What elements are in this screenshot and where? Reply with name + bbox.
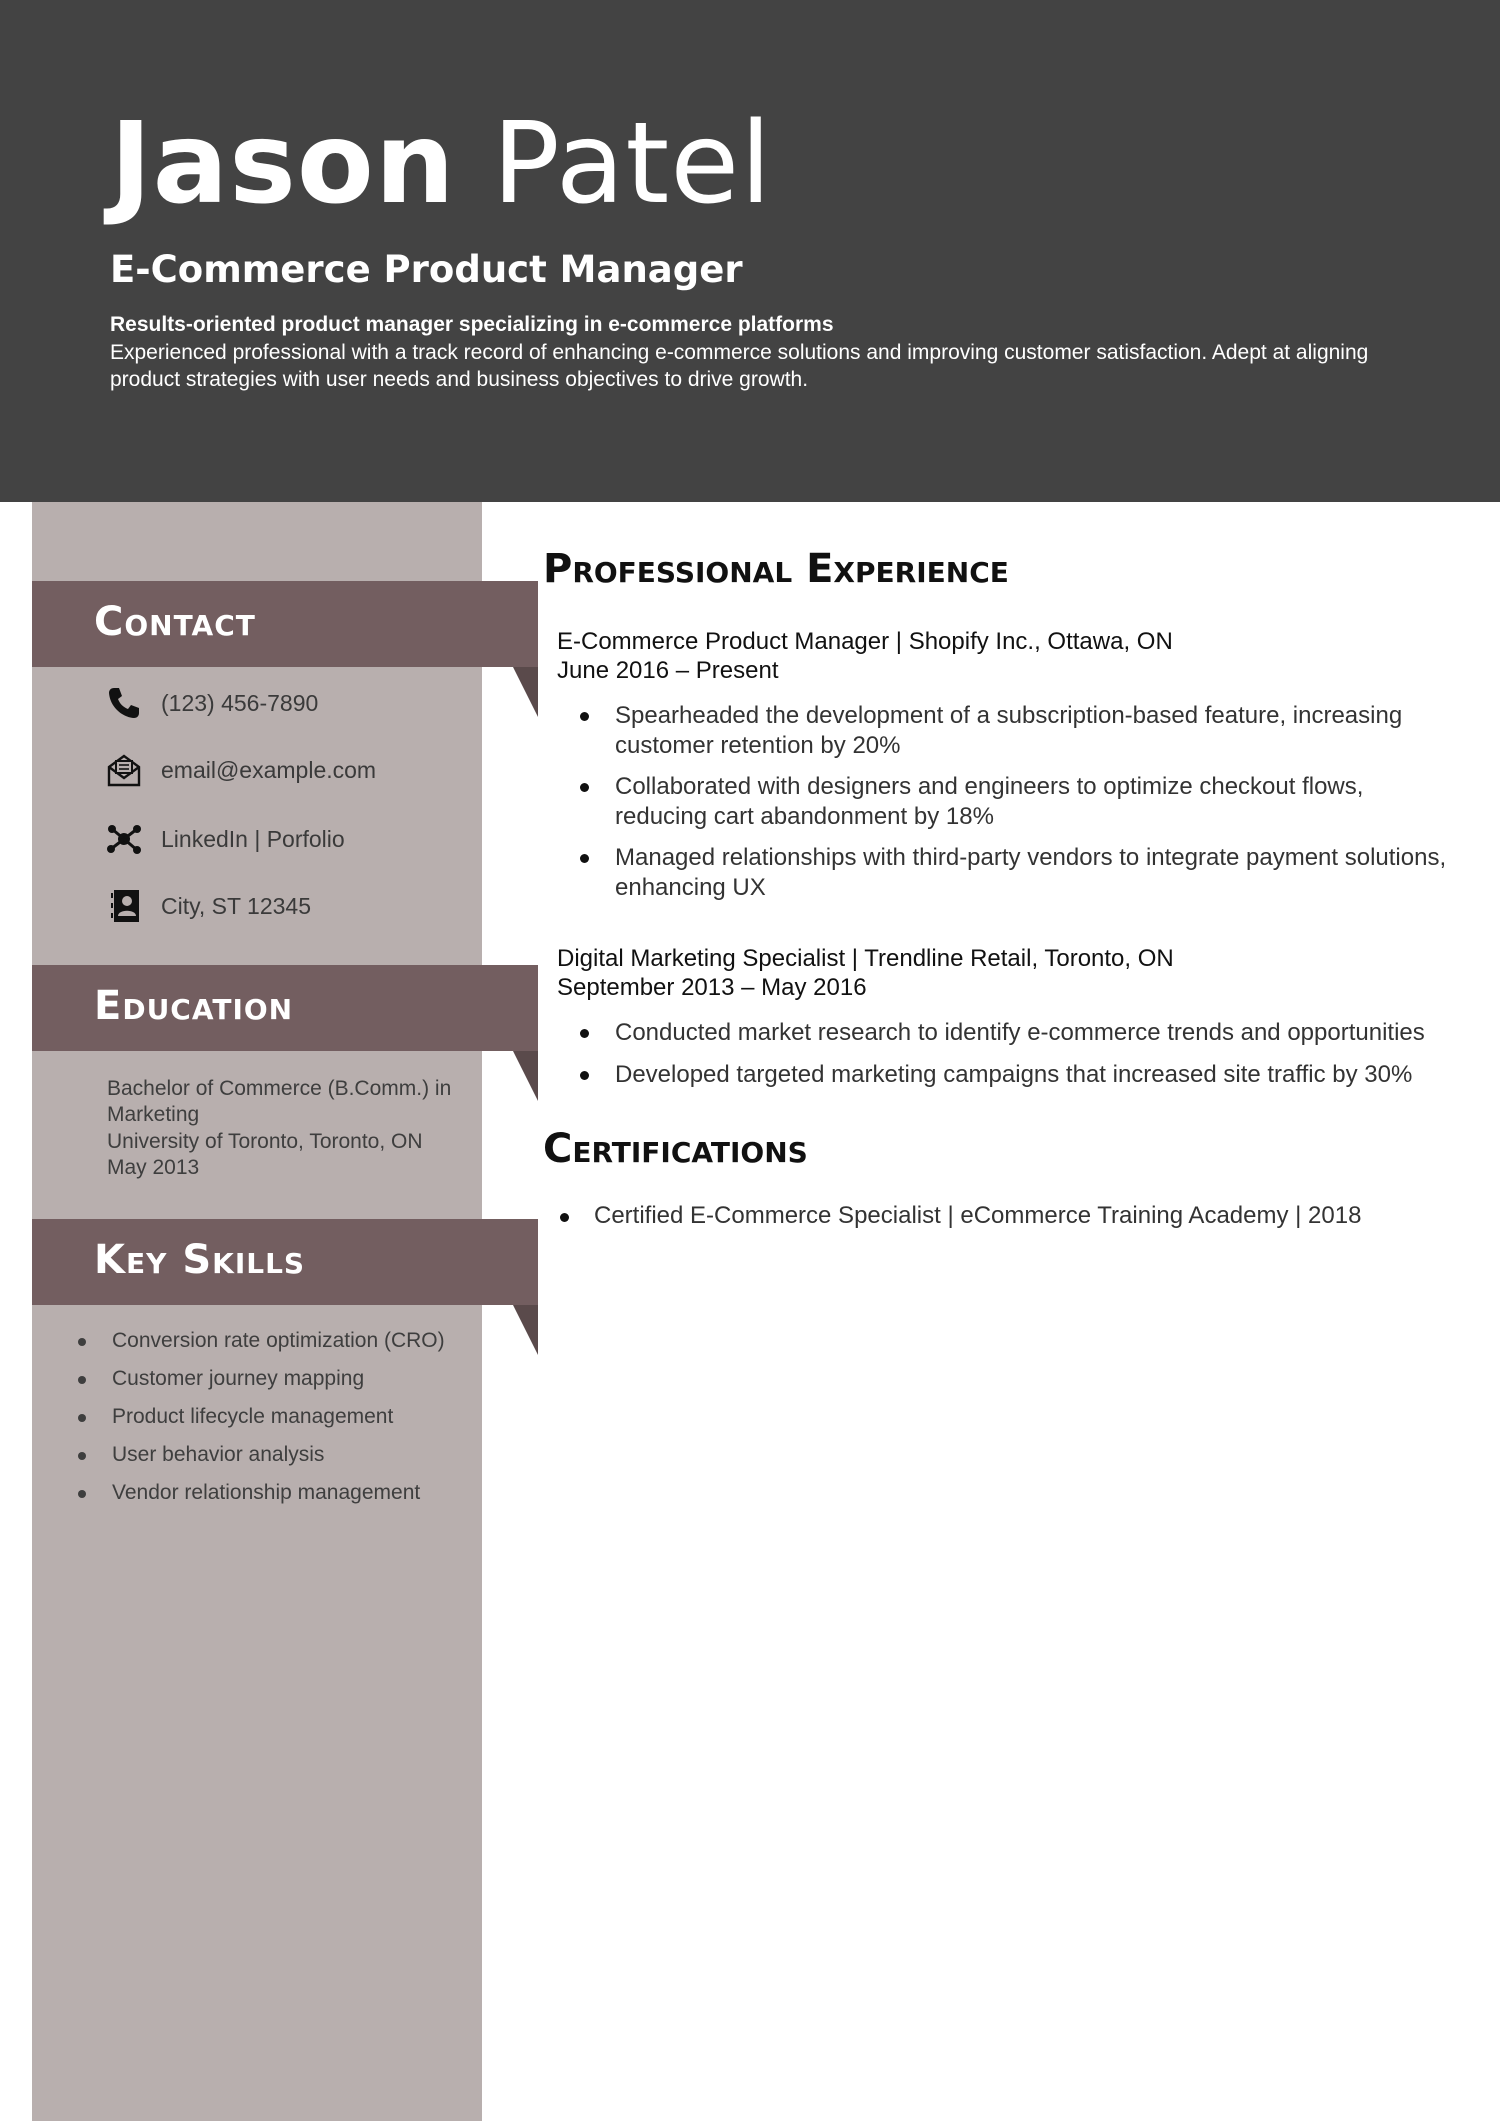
contact-links — [106, 819, 345, 859]
job-dates: September 2013 – May 2016 — [557, 974, 867, 1001]
email-text: email@example.com — [161, 756, 377, 783]
last-name: Patel — [492, 99, 773, 229]
list-item: Conversion rate optimization (CRO) — [75, 1328, 455, 1354]
section-fold — [513, 1305, 538, 1355]
job-role-line: E-Commerce Product Manager | Shopify Inc., Ottawa, ON — [557, 628, 1173, 655]
job-bullets — [557, 1018, 1457, 1101]
list-item: Product lifecycle management — [75, 1404, 455, 1430]
school-name: University of Toronto, Toronto, ON — [107, 1130, 423, 1153]
list-item: User behavior analysis — [75, 1442, 455, 1468]
first-name: Jason — [110, 99, 456, 229]
job-dates: June 2016 – Present — [557, 657, 779, 684]
contact-phone — [106, 683, 319, 723]
skills-list — [75, 1328, 455, 1518]
sidebar — [32, 502, 482, 2121]
phone-text: (123) 456-7890 — [161, 689, 319, 716]
list-item: Conducted market research to identify e-commerce trends and opportunities — [557, 1018, 1457, 1048]
list-item: Spearheaded the development of a subscription-based feature, increasing customer retention by 20% — [557, 701, 1457, 760]
email-icon — [106, 752, 142, 788]
job-title: E-Commerce Product Manager — [110, 248, 743, 291]
contact-email — [106, 750, 377, 790]
list-item: Vendor relationship management — [75, 1480, 455, 1506]
list-item: Developed targeted marketing campaigns that increased site traffic by 30% — [557, 1060, 1457, 1090]
contact-address — [106, 886, 312, 926]
education-section-header — [32, 965, 538, 1051]
degree-field: Marketing — [107, 1103, 200, 1126]
job-role-line: Digital Marketing Specialist | Trendline Retail, Toronto, ON — [557, 945, 1174, 972]
job-bullets — [557, 701, 1457, 914]
tagline: Results-oriented product manager specializing in e-commerce platforms — [110, 313, 834, 336]
skills-section-header — [32, 1219, 538, 1305]
certifications-list — [543, 1201, 1463, 1231]
list-item: Certified E-Commerce Specialist | eCommerce Training Academy | 2018 — [543, 1201, 1463, 1231]
contact-section-header — [32, 581, 538, 667]
candidate-name — [110, 99, 773, 229]
address-book-icon — [106, 888, 142, 924]
section-fold — [513, 667, 538, 717]
degree-line: Bachelor of Commerce (B.Comm.) in — [107, 1077, 452, 1100]
resume-header — [0, 0, 1500, 502]
graduation-date: May 2013 — [107, 1156, 200, 1179]
list-item: Managed relationships with third-party vendors to integrate payment solutions, enhancing UX — [557, 843, 1457, 902]
certifications-heading: Certifications — [543, 1126, 808, 1172]
list-item: Collaborated with designers and engineers to optimize checkout flows, reducing cart abandonment by 18% — [557, 772, 1457, 831]
list-item: Customer journey mapping — [75, 1366, 455, 1392]
links-text: LinkedIn | Porfolio — [161, 825, 345, 852]
education-heading: Education — [94, 983, 294, 1029]
address-text: City, ST 12345 — [161, 892, 312, 919]
skills-heading: Key Skills — [94, 1237, 306, 1283]
experience-heading: Professional Experience — [543, 546, 1009, 592]
contact-heading: Contact — [94, 599, 256, 645]
summary: Experienced professional with a track record of enhancing e-commerce solutions and improving customer satisfaction. Adept at aligning product strategies with user needs and business objectives to drive growth. — [110, 341, 1369, 391]
phone-icon — [106, 685, 142, 721]
section-fold — [513, 1051, 538, 1101]
network-icon — [106, 821, 142, 857]
